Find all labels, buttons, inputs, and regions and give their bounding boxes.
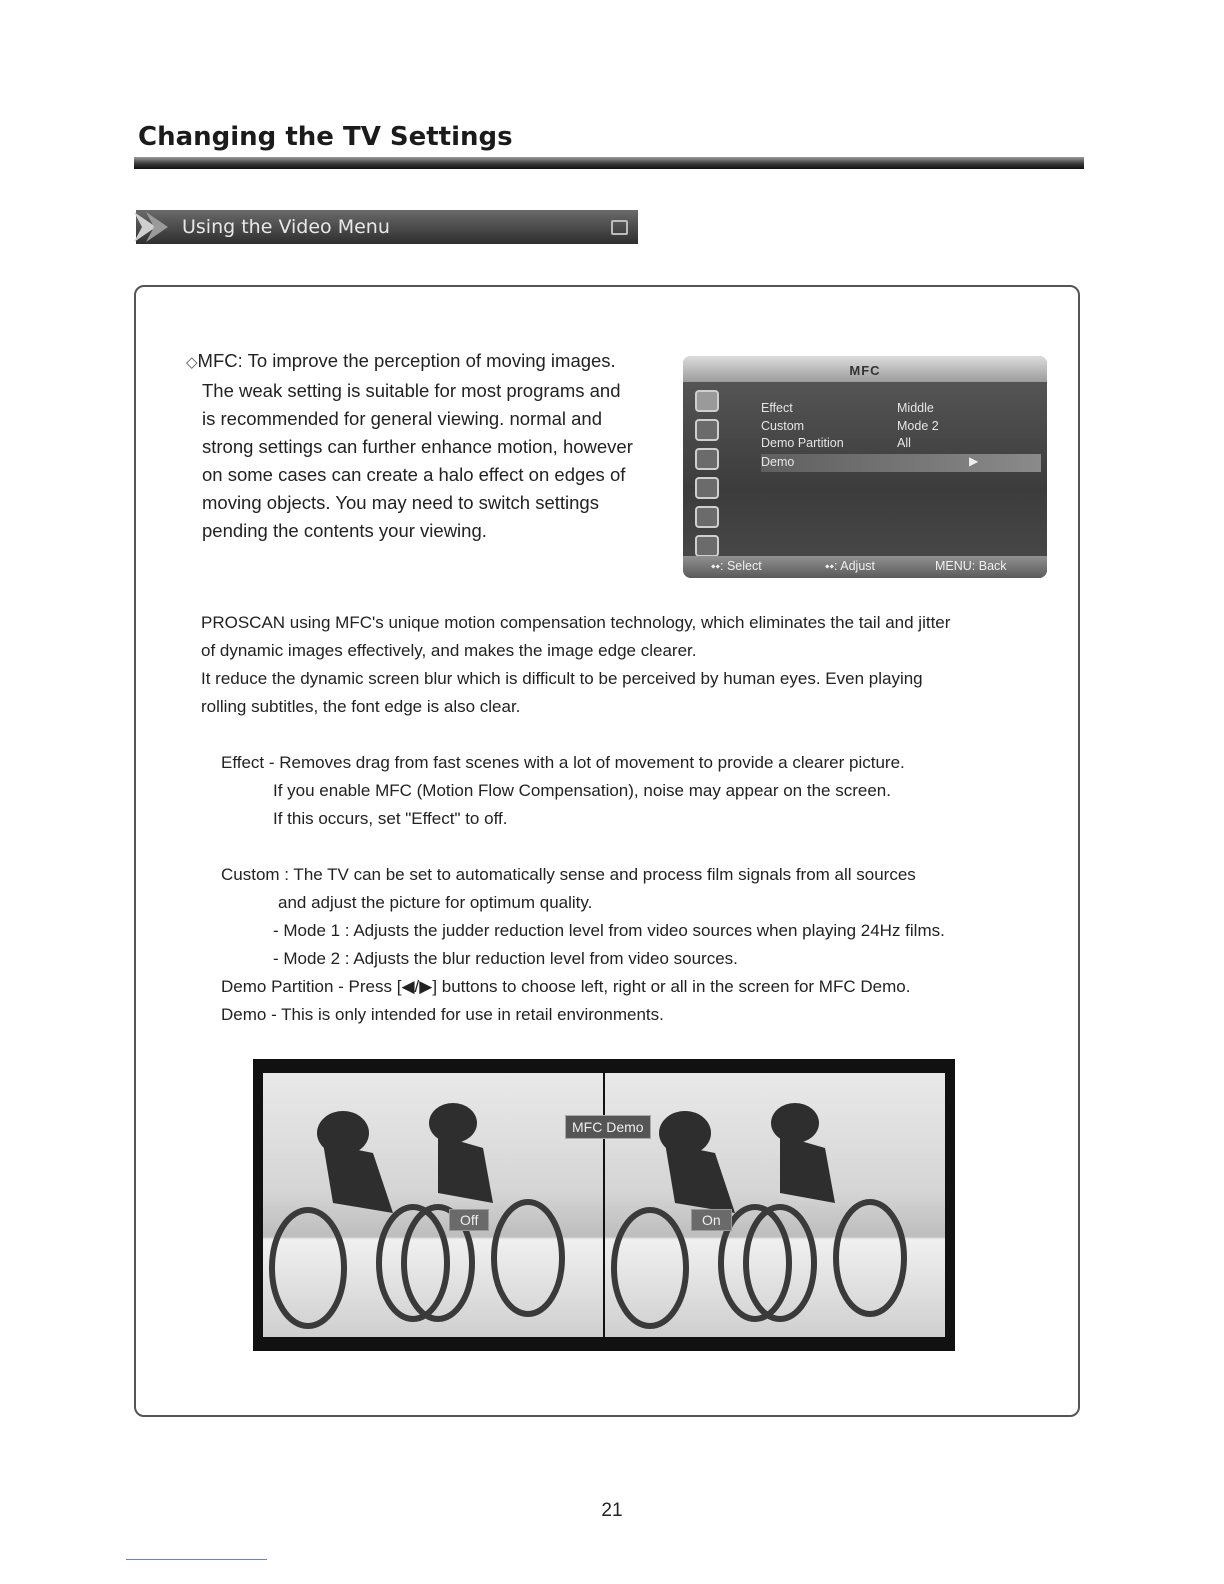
mfc-intro-line: The weak setting is suitable for most programs and xyxy=(202,380,621,401)
proscan-line: It reduce the dynamic screen blur which is difficult to be perceived by human eyes. Even playing xyxy=(201,669,923,688)
cyclists-illustration xyxy=(263,1073,603,1337)
demo-off-label: Off xyxy=(449,1209,489,1231)
demo-image-on xyxy=(605,1073,945,1337)
proscan-line: PROSCAN using MFC's unique motion compensation technology, which eliminates the tail and jitter xyxy=(201,613,951,632)
osd-title: MFC xyxy=(683,356,1047,382)
mfc-intro-line: ◇MFC: To improve the perception of moving images. xyxy=(186,350,616,371)
mfc-demo-label: MFC Demo xyxy=(565,1115,651,1139)
page-title: Changing the TV Settings xyxy=(138,122,513,152)
demo-partition-line: Demo Partition - Press [◀/▶] buttons to choose left, right or all in the screen for MFC Demo. xyxy=(221,977,911,996)
osd-row-demo-partition: Demo Partition All xyxy=(761,436,911,450)
menu-square-icon xyxy=(611,220,628,235)
page-number: 21 xyxy=(601,1500,623,1521)
lock-icon xyxy=(695,477,719,499)
effect-line: If this occurs, set "Effect" to off. xyxy=(273,809,508,828)
proscan-line: rolling subtitles, the font edge is also clear. xyxy=(201,697,521,716)
custom-line: - Mode 1 : Adjusts the judder reduction level from video sources when playing 24Hz films. xyxy=(273,921,945,940)
proscan-line: of dynamic images effectively, and makes the image edge clearer. xyxy=(201,641,697,660)
input-icon xyxy=(695,535,719,557)
demo-line: Demo - This is only intended for use in retail environments. xyxy=(221,1005,664,1024)
mfc-osd-menu xyxy=(683,356,1047,578)
chevron-right-icon xyxy=(134,210,174,244)
demo-on-label: On xyxy=(691,1209,732,1231)
mfc-intro-line: moving objects. You may need to switch settings xyxy=(202,492,599,513)
bottom-link-rule xyxy=(126,1559,267,1560)
osd-footer-adjust: ⬩⬩: Adjust xyxy=(825,559,875,573)
mfc-intro-line: strong settings can further enhance motion, however xyxy=(202,436,633,457)
effect-line: If you enable MFC (Motion Flow Compensation), noise may appear on the screen. xyxy=(273,781,891,800)
section-banner-label: Using the Video Menu xyxy=(182,216,390,238)
demo-image-off xyxy=(263,1073,603,1337)
diamond-bullet-icon: ◇ xyxy=(186,354,198,371)
osd-footer-select: ⬩⬩: Select xyxy=(711,559,762,573)
picture-icon xyxy=(695,390,719,412)
custom-line: Custom : The TV can be set to automatically sense and process film signals from all sources xyxy=(221,865,916,884)
section-banner xyxy=(136,210,638,244)
setup-icon xyxy=(695,506,719,528)
custom-line: - Mode 2 : Adjusts the blur reduction level from video sources. xyxy=(273,949,738,968)
mfc-intro-paragraph xyxy=(186,347,674,545)
body-text xyxy=(201,609,1051,1029)
osd-row-effect: Effect Middle xyxy=(761,401,934,415)
osd-icon-column xyxy=(691,390,725,564)
osd-row-custom: Custom Mode 2 xyxy=(761,419,939,433)
osd-row-demo: Demo ▶ xyxy=(761,454,1041,472)
sound-icon xyxy=(695,419,719,441)
mfc-intro-line: is recommended for general viewing. normal and xyxy=(202,408,603,429)
mfc-intro-line: pending the contents your viewing. xyxy=(202,520,487,541)
cyclists-illustration xyxy=(605,1073,945,1337)
osd-footer-back: MENU: Back xyxy=(935,559,1007,573)
custom-line: and adjust the picture for optimum quality. xyxy=(278,893,593,912)
title-rule xyxy=(134,157,1084,169)
mfc-demo-figure xyxy=(253,1059,955,1351)
channel-icon xyxy=(695,448,719,470)
mfc-intro-line: on some cases can create a halo effect on edges of xyxy=(202,464,626,485)
osd-footer xyxy=(683,556,1047,578)
effect-line: Effect - Removes drag from fast scenes with a lot of movement to provide a clearer picture. xyxy=(221,753,905,772)
arrow-right-icon: ▶ xyxy=(969,454,979,468)
